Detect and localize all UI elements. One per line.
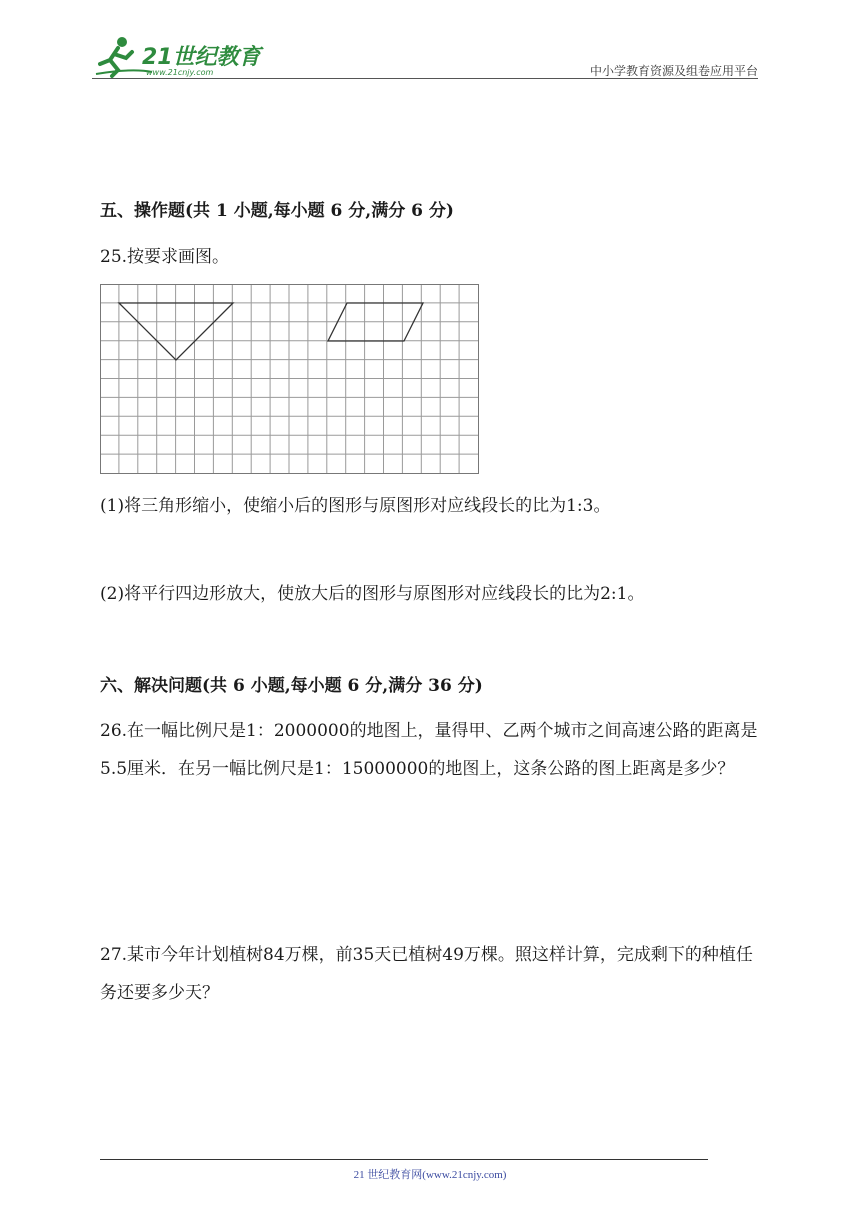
question-27: 27.某市今年计划植树84万棵，前35天已植树49万棵。照这样计算，完成剩下的种植任务还要多少天？ — [100, 945, 753, 1003]
header-platform-text: 中小学教育资源及组卷应用平台 — [589, 64, 758, 78]
logo-icon — [92, 34, 272, 78]
section-5-title: 五、操作题(共 1 小题,每小题 6 分,满分 6 分) — [100, 201, 454, 221]
page-header — [92, 34, 758, 78]
logo-url-text: www.21cnjy.com — [146, 68, 214, 77]
question-26: 26.在一幅比例尺是1：2000000的地图上，量得甲、乙两个城市之间高速公路的距离是5.5厘米．在另一幅比例尺是1：15000000的地图上，这条公路的图上距离是多少？ — [100, 721, 758, 779]
grid-figure — [100, 284, 480, 476]
footer-text: 21 世纪教育网(www.21cnjy.com) — [353, 1169, 507, 1181]
header-divider — [92, 78, 758, 79]
question-25-part-1: (1)将三角形缩小，使缩小后的图形与原图形对应线段长的比为1:3。 — [100, 496, 611, 516]
question-25-part-2: (2)将平行四边形放大，使放大后的图形与原图形对应线段长的比为2:1。 — [100, 584, 645, 604]
section-6-title: 六、解决问题(共 6 小题,每小题 6 分,满分 36 分) — [100, 676, 483, 696]
logo-main-text: 21世纪教育 — [142, 45, 261, 70]
question-25: 25.按要求画图。 — [100, 247, 230, 267]
footer-divider — [100, 1159, 708, 1160]
